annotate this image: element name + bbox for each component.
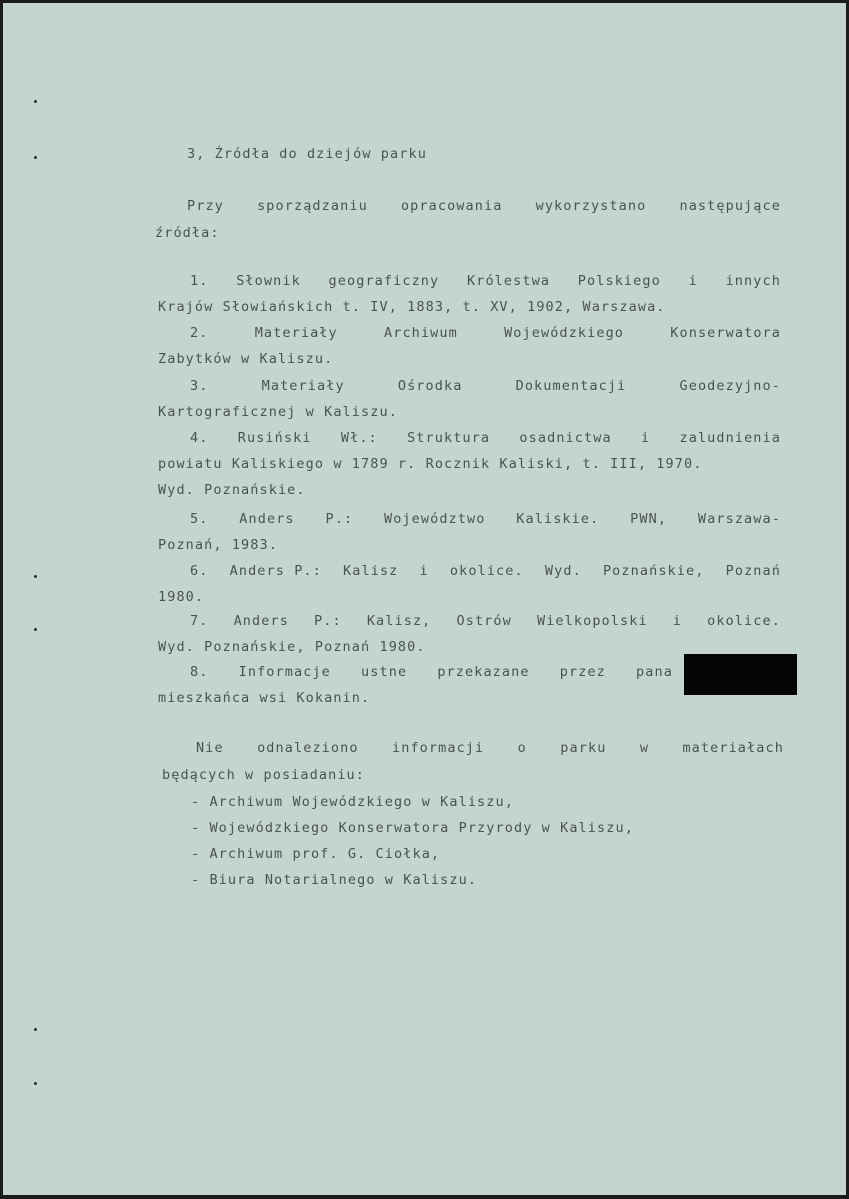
word: Województwo — [383, 511, 486, 527]
word: 5. — [190, 511, 209, 527]
word: Wojewódzkiego — [504, 325, 625, 341]
word: PWN, — [630, 511, 668, 527]
word: Warszawa- — [697, 511, 781, 527]
word: parku — [560, 740, 607, 756]
source-item-line: mieszkańca wsi Kokanin. — [158, 690, 371, 706]
word: i — [688, 273, 698, 289]
word: Konserwatora — [670, 325, 781, 341]
missing-list-item: - Archiwum prof. G. Ciołka, — [191, 846, 441, 862]
word: i — [419, 563, 429, 579]
source-item-line: Poznań, 1983. — [158, 537, 278, 553]
intro-line: źródła: — [155, 225, 220, 241]
source-item-line — [190, 325, 781, 341]
word: 1. — [190, 273, 209, 289]
word: 4. — [190, 430, 209, 446]
word: Rusiński — [237, 430, 312, 446]
missing-line: będących w posiadaniu: — [162, 767, 366, 783]
punch-mark — [34, 156, 37, 159]
word: 7. — [190, 613, 209, 629]
word: Informacje — [238, 664, 331, 680]
punch-mark — [34, 100, 37, 103]
punch-mark — [34, 628, 37, 631]
word: Geodezyjno- — [679, 378, 781, 394]
word: w — [639, 740, 650, 756]
source-item-line: Zabytków w Kaliszu. — [158, 351, 334, 367]
missing-list-item: - Biura Notarialnego w Kaliszu. — [191, 872, 478, 888]
word: Materiały — [261, 378, 345, 394]
word: Archiwum — [384, 325, 458, 341]
punch-mark — [34, 1028, 37, 1031]
source-item-line: Wyd. Poznańskie. — [158, 482, 306, 498]
word: wykorzystano — [535, 198, 647, 214]
word: ustne — [361, 664, 408, 680]
word: Nie — [196, 740, 224, 756]
word: następujące — [679, 198, 781, 214]
word: informacji — [391, 740, 485, 756]
missing-line — [196, 740, 784, 756]
word: Struktura — [407, 430, 491, 446]
source-item-line — [190, 430, 781, 446]
source-item-line: Krajów Słowiańskich t. IV, 1883, t. XV, 1902, Warszawa. — [158, 299, 666, 315]
missing-list-item: - Archiwum Wojewódzkiego w Kaliszu, — [191, 794, 514, 810]
word: przekazane — [437, 664, 530, 680]
section-heading: 3, Źródła do dziejów parku — [187, 146, 427, 162]
source-item-line: powiatu Kaliskiego w 1789 r. Rocznik Kaliski, t. III, 1970. — [158, 456, 703, 472]
word: Królestwa — [467, 273, 551, 289]
source-item-line: Kartograficznej w Kaliszu. — [158, 404, 398, 420]
source-item-line — [190, 613, 781, 629]
source-item-line — [190, 273, 781, 289]
word: Przy — [187, 198, 224, 214]
word: i — [672, 613, 683, 629]
word: okolice. — [707, 613, 781, 629]
word: Ostrów — [456, 613, 512, 629]
word: i — [640, 430, 651, 446]
intro-line — [187, 198, 781, 214]
word: Kalisz — [343, 563, 399, 579]
word: Dokumentacji — [515, 378, 627, 394]
punch-mark — [34, 575, 37, 578]
word: Poznańskie, — [602, 563, 705, 579]
word: P.: — [325, 511, 354, 527]
word: 3. — [190, 378, 209, 394]
word: Wyd. — [544, 563, 582, 579]
word: o — [517, 740, 527, 756]
word: innych — [725, 273, 781, 289]
word: pana — [636, 664, 673, 680]
source-item-line — [190, 378, 781, 394]
word: osadnictwa — [519, 430, 612, 446]
word: okolice. — [449, 563, 524, 579]
word: P.: — [314, 613, 342, 629]
punch-mark — [34, 1082, 37, 1085]
word: Anders — [239, 511, 295, 527]
word: geograficzny — [328, 273, 440, 289]
word: opracowania — [400, 198, 503, 214]
word: przez — [559, 664, 606, 680]
word: Kaliskie. — [516, 511, 600, 527]
word: Poznań — [725, 563, 781, 579]
document-page — [3, 3, 846, 1195]
source-item-line — [190, 511, 781, 527]
word: Wielkopolski — [536, 613, 648, 629]
word: Polskiego — [577, 273, 661, 289]
word: 6. — [190, 563, 209, 579]
word: Materiały — [254, 325, 338, 341]
missing-list-item: - Wojewódzkiego Konserwatora Przyrody w Kaliszu, — [191, 820, 634, 836]
word: Wł.: — [340, 430, 378, 446]
source-item-line: Wyd. Poznańskie, Poznań 1980. — [158, 639, 426, 655]
word: Słownik — [236, 273, 301, 289]
word: Anders P.: — [229, 563, 322, 579]
word: odnaleziono — [257, 740, 359, 756]
word: zaludnienia — [679, 430, 781, 446]
redaction-bar — [684, 654, 797, 695]
source-item-line — [190, 664, 673, 680]
source-item-line: 1980. — [158, 589, 205, 605]
word: 2. — [190, 325, 209, 341]
source-item-line — [190, 563, 781, 579]
word: materiałach — [682, 740, 784, 756]
word: sporządzaniu — [257, 198, 368, 214]
word: Ośrodka — [397, 378, 463, 394]
word: Anders — [233, 613, 289, 629]
word: 8. — [190, 664, 209, 680]
word: Kalisz, — [366, 613, 432, 629]
